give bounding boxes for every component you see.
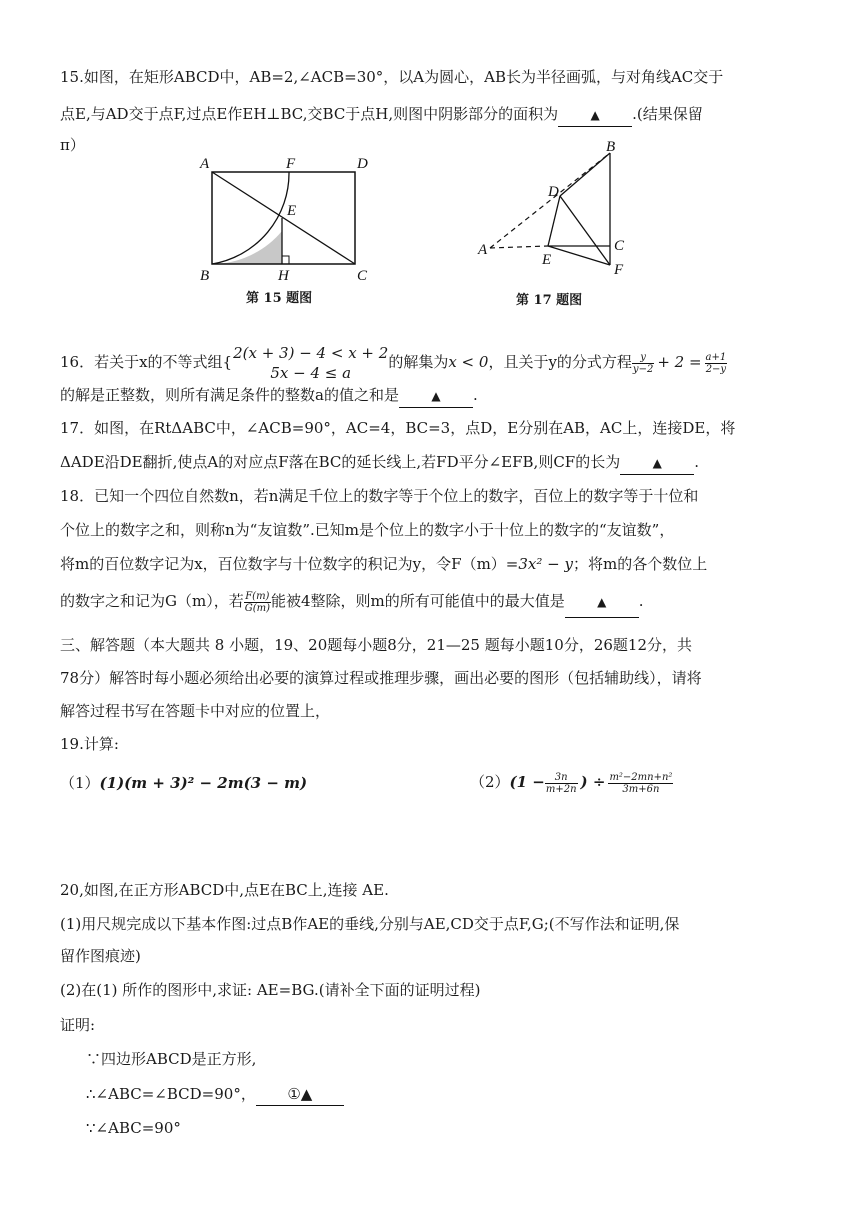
q18-fraction: [244, 591, 271, 614]
q19-part-2-label: （2）: [470, 773, 510, 791]
label-c: C: [357, 268, 368, 282]
segment-de: [548, 196, 560, 246]
q15-answer-blank: [558, 103, 632, 127]
q18-formula: 3x² − y: [518, 555, 573, 573]
label-f: F: [286, 156, 296, 172]
q20-answer-blank-1: [256, 1083, 344, 1106]
q20-line-7: [86, 1083, 344, 1106]
q15-line-3: π）: [60, 136, 85, 154]
segment-db: [560, 153, 610, 196]
section3-line-2: 78分）解答时每小题必须给出必要的演算过程或推理步骤，画出必要的图形（包括辅助线），请将: [60, 669, 702, 687]
q20-line-6: ∵四边形ABCD是正方形,: [86, 1050, 257, 1068]
q16-fraction-1-den: y−2: [632, 363, 654, 375]
answer-triangle-icon: ▲: [597, 595, 607, 609]
diagonal-ac: [212, 172, 355, 264]
section3-line-1: 三、解答题（本大题共 8 小题，19、20题每小题8分，21—25 题每小题10分，26题12分，共: [60, 636, 693, 654]
q19-part-1: [60, 772, 307, 794]
q15-line-2-tail: .(结果保留: [632, 105, 703, 123]
label-c: C: [614, 238, 625, 254]
q16-fraction-2: [705, 352, 728, 375]
figure-15-caption: 第 15 题图: [246, 291, 313, 306]
q15-line-1: 15.如图，在矩形ABCD中，AB=2,∠ACB=30°，以A为圆心，AB长为半径画弧，与对角线AC交于: [60, 68, 724, 86]
q19-fraction-2-den: 3m+6n: [622, 783, 660, 795]
q17-line-2-text: ΔADE沿DE翻折,使点A的对应点F落在BC的延长线上,若FD平分∠EFB,则CF的长为: [60, 453, 621, 471]
q16-line-2: [60, 384, 478, 408]
q18-fraction-den: G(m): [244, 602, 270, 614]
label-a: A: [200, 156, 210, 172]
q19-part-1-label: （1）: [60, 774, 100, 792]
q16-line-2-text: 的解是正整数，则所有满足条件的整数a的值之和是: [60, 386, 399, 404]
q20-line-7-text: ∴∠ABC=∠BCD=90°，: [86, 1085, 256, 1103]
q18-line-4-tail: 能被4整除，则m的所有可能值中的最大值是: [271, 592, 565, 610]
q16-line-1: [60, 340, 727, 384]
q15-line-2-text: 点E,与AD交于点F,过点E作EH⊥BC,交BC于点H,则图中阴影部分的面积为: [60, 105, 559, 123]
segment-df: [560, 196, 610, 265]
q16-system: [233, 343, 388, 383]
q16-end: .: [472, 386, 478, 404]
label-e: E: [542, 252, 552, 268]
label-a: A: [478, 242, 488, 258]
q16-mid-2: ，且关于y的分式方程: [488, 353, 632, 371]
label-h: H: [278, 268, 289, 282]
label-b: B: [200, 268, 210, 282]
figure-17-caption: 第 17 题图: [516, 293, 583, 308]
label-f: F: [614, 262, 624, 278]
answer-triangle-icon: ▲: [431, 389, 441, 403]
q19-title: 19.计算:: [60, 735, 119, 753]
q20-line-2: (1)用尺规完成以下基本作图:过点B作AE的垂线,分别与AE,CD交于点F,G;(不写作法和证明,保: [60, 915, 680, 933]
q15-line-2: [60, 103, 703, 127]
q17-answer-blank: [620, 451, 694, 475]
q18-line-1: 18．已知一个四位自然数n，若n满足千位上的数字等于个位上的数字，百位上的数字等于十位和: [60, 487, 699, 505]
q16-fraction-2-num: a+1: [705, 351, 727, 363]
q19-fraction-1-num: 3n: [545, 772, 578, 784]
label-e: E: [287, 203, 297, 219]
segment-ad-dashed: [490, 153, 610, 248]
q16-inequality-1: 2(x + 3) − 4 < x + 2: [233, 344, 389, 362]
q19-part-2: [470, 764, 673, 800]
q19-part-2-divide: ) ÷: [580, 773, 606, 791]
q18-end: .: [638, 592, 644, 610]
q18-fraction-num: F(m): [245, 590, 270, 602]
segment-ac-dashed: [490, 246, 548, 248]
q16-fraction-2-den: 2−y: [705, 363, 727, 375]
q20-blank-1-label: ①▲: [287, 1085, 313, 1103]
q19-part-2-open: (1 −: [509, 773, 545, 791]
q16-plus-2: + 2 =: [657, 353, 702, 371]
label-d: D: [548, 184, 559, 200]
q19-fraction-1: [545, 772, 578, 795]
q18-line-2: 个位上的数字之和，则称n为“友谊数”.已知m是个位上的数字小于十位上的数字的“友谊数”，: [60, 521, 675, 539]
q18-line-3-tail: ；将m的各个数位上: [572, 555, 708, 573]
q17-line-1: 17．如图，在RtΔABC中，∠ACB=90°，AC=4，BC=3，点D，E分别在AB，AC上，连接DE，将: [60, 419, 736, 437]
label-d: D: [357, 156, 368, 172]
q18-line-4: [60, 586, 644, 618]
q19-fraction-2-num: m²−2mn+n²: [609, 771, 673, 783]
figure-17: [474, 140, 644, 280]
q16-mid-1: 的解集为: [388, 353, 449, 371]
q19-fraction-1-den: m+2n: [545, 783, 577, 795]
q16-inequality-2: 5x − 4 ≤ a: [270, 364, 352, 382]
q16-prefix: 16．若关于x的不等式组{: [60, 353, 233, 371]
segment-ef: [548, 246, 610, 265]
q17-end: .: [694, 453, 699, 471]
right-angle-mark: [282, 256, 289, 264]
q20-line-1: 20,如图,在正方形ABCD中,点E在BC上,连接 AE.: [60, 881, 389, 899]
answer-triangle-icon: ▲: [590, 108, 600, 122]
q16-condition: x < 0: [448, 353, 489, 371]
q20-line-8: ∵∠ABC=90°: [86, 1119, 181, 1137]
q16-fraction-1-num: y: [632, 352, 654, 364]
q18-line-3: [60, 553, 707, 575]
q19-fraction-2: [608, 772, 673, 795]
q20-line-4: (2)在(1) 所作的图形中,求证: AE=BG.(请补全下面的证明过程): [60, 981, 481, 999]
q18-line-3-text: 将m的百位数字记为x，百位数字与十位数字的积记为y，令F（m）=: [60, 555, 519, 573]
q18-answer-blank: [565, 586, 639, 618]
q16-answer-blank: [399, 384, 473, 408]
shaded-region: [212, 231, 282, 264]
q20-line-3: 留作图痕迹): [60, 947, 141, 965]
q17-line-2: [60, 451, 699, 475]
q19-part-1-expression: (1)(m + 3)² − 2m(3 − m): [99, 774, 308, 792]
q18-line-4-text: 的数字之和记为G（m），若: [60, 592, 244, 610]
label-b: B: [606, 140, 616, 155]
q20-line-5: 证明:: [60, 1016, 96, 1034]
section3-line-3: 解答过程书写在答题卡中对应的位置上，: [60, 702, 331, 720]
figure-15: [190, 152, 390, 282]
answer-triangle-icon: ▲: [652, 456, 662, 470]
q16-fraction-1: [632, 352, 654, 375]
